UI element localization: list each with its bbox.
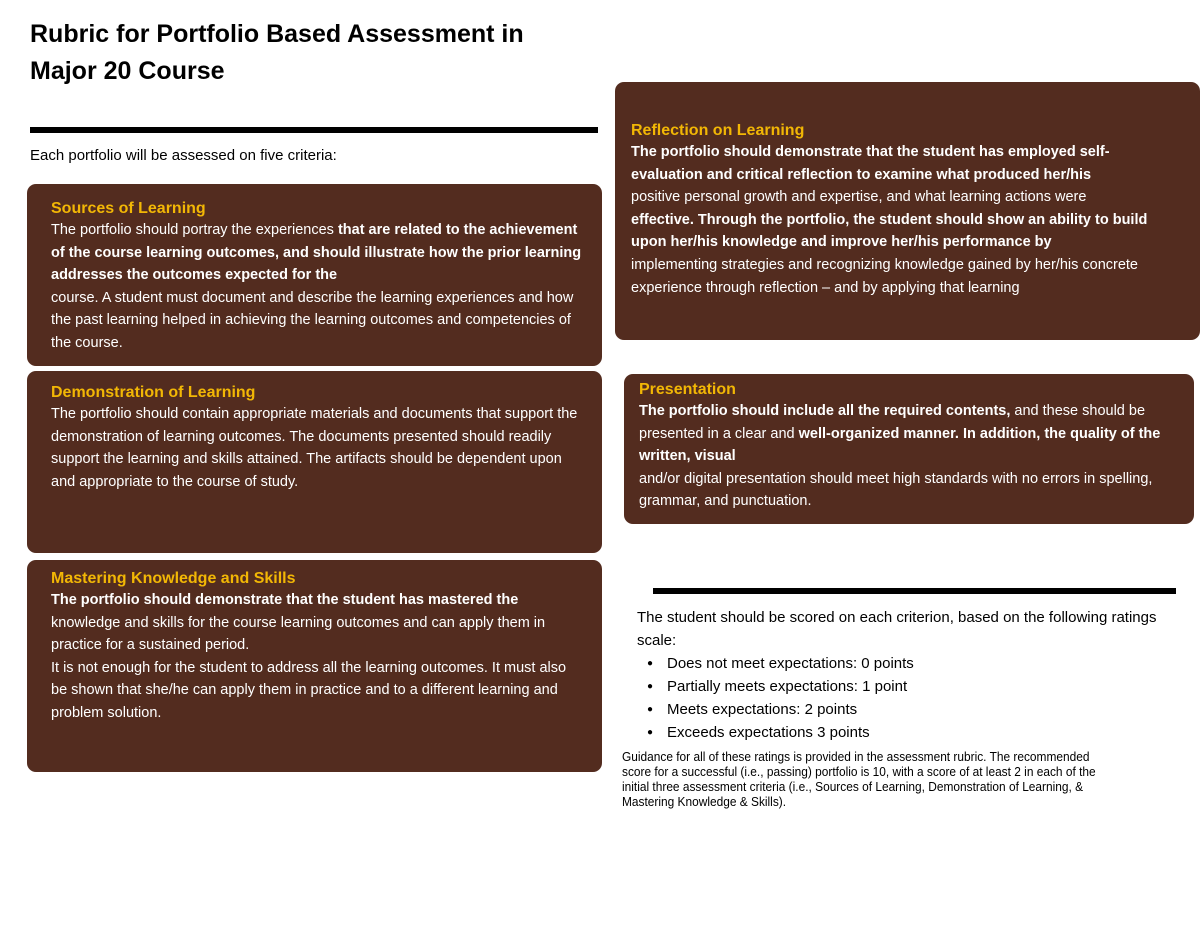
guidance-text: Guidance for all of these ratings is provided in the assessment rubric. The recommended score for a successful (i.e., passing) portfolio is 10, with a score of at least 2 in each of the initial three assessment criteria (i.e., Sources of Learning, Demonstration of Learning, & Mastering Knowledge & Skills). [622, 749, 1096, 809]
presentation-text-3: well-organized manner. In addition, the quality of the written, visual [639, 425, 1161, 465]
sources-body [51, 219, 590, 355]
right-divider [653, 588, 1176, 594]
rating-item: ● Meets expectations: 2 points [667, 698, 1177, 721]
left-divider [30, 127, 598, 133]
reflection-text-3: effective. Through the portfolio, the student should show an ability to build upon her/his knowledge and improve her/his performance by [631, 211, 1148, 251]
reflection-text-1: The portfolio should demonstrate that the student has employed self-evaluation and critical reflection to examine what produced her/his [631, 144, 1110, 183]
mastering-heading: Mastering Knowledge and Skills [51, 570, 296, 587]
reflection-text-4: implementing strategies and recognizing knowledge gained by her/his concrete experience through reflection – and by applying that learning [631, 256, 1138, 296]
intro-text: Each portfolio will be assessed on five criteria: [30, 147, 337, 164]
ratings-list [637, 652, 1177, 744]
presentation-body [639, 400, 1174, 513]
reflection-heading: Reflection on Learning [631, 122, 805, 139]
mastering-text-2: knowledge and skills for the course learning outcomes and can apply them in practice for a sustained period. [51, 614, 546, 654]
demonstration-body: The portfolio should contain appropriate materials and documents that support the demonstration of learning outcomes. The documents presented should readily support the learning and skills attained. The artifacts should be dependent upon and appropriate to the course of study. [51, 406, 578, 490]
rating-item: ● Does not meet expectations: 0 points [667, 652, 1177, 675]
presentation-text-2: and these should be presented in a clear and [639, 403, 1146, 442]
presentation-text-1: The portfolio should include all the required contents, [639, 403, 1011, 419]
demonstration-of-learning-card [27, 371, 602, 553]
sources-heading: Sources of Learning [51, 200, 206, 217]
reflection-text-2: positive personal growth and expertise, and what learning actions were [631, 189, 1087, 206]
presentation-card [624, 374, 1194, 524]
mastering-knowledge-card [27, 560, 602, 772]
title-line-2: Major 20 Course [30, 57, 225, 85]
rating-item: ● Exceeds expectations 3 points [667, 721, 1177, 744]
ratings-scale [637, 606, 1177, 744]
page-title [30, 16, 630, 90]
rating-item: ● Partially meets expectations: 1 point [667, 675, 1177, 698]
ratings-scale-intro: The student should be scored on each criterion, based on the following ratings scale: [637, 609, 1157, 649]
title-line-1: Rubric for Portfolio Based Assessment in [30, 20, 524, 48]
presentation-heading: Presentation [639, 381, 736, 398]
reflection-body [631, 141, 1160, 299]
presentation-text-4: and/or digital presentation should meet high standards with no errors in spelling, grammar, and punctuation. [639, 470, 1153, 510]
sources-text-1: The portfolio should portray the experiences [51, 222, 338, 238]
mastering-body [51, 589, 578, 725]
sources-text-3: course. A student must document and describe the learning experiences and how the past learning helped in achieving the learning outcomes and competencies of the course. [51, 289, 574, 351]
sources-of-learning-card [27, 184, 602, 366]
reflection-on-learning-card [615, 82, 1200, 340]
mastering-text-1: The portfolio should demonstrate that the student has mastered the [51, 592, 519, 608]
mastering-text-3: It is not enough for the student to address all the learning outcomes. It must also be shown that she/he can apply them in practice and to a different learning and problem solution. [51, 659, 567, 721]
demonstration-heading: Demonstration of Learning [51, 384, 256, 401]
sources-text-2: that are related to the achievement of the course learning outcomes, and should illustrate how the prior learning addresses the outcomes expected for the [51, 222, 582, 284]
